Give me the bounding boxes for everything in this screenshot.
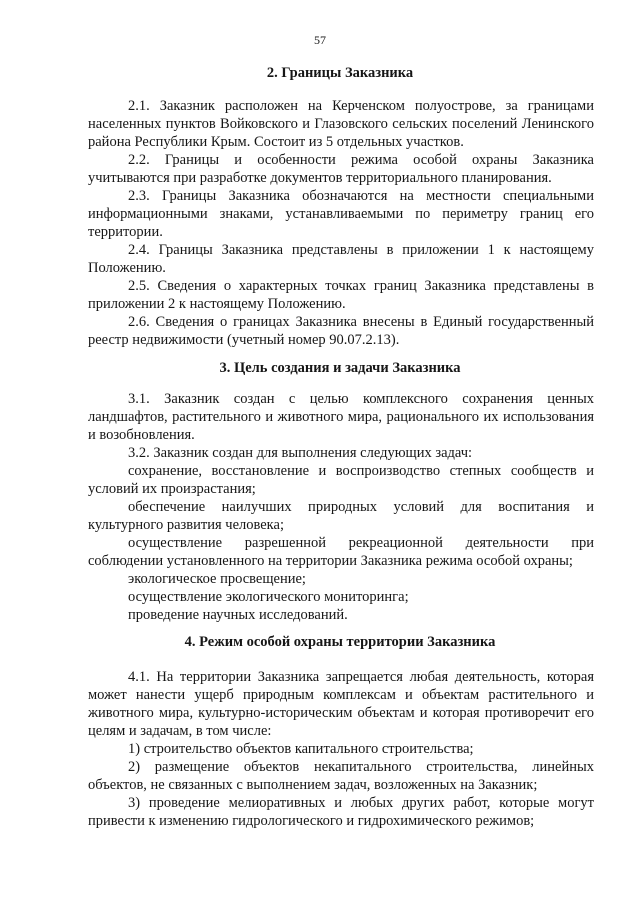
- task-item-5: осуществление экологического мониторинга;: [128, 589, 409, 605]
- section-4-heading: 4. Режим особой охраны территории Заказника: [184, 634, 496, 650]
- prohibition-item-3: 3) проведение мелиоративных и любых других работ, которые могут привести к изменению гидрологического и гидрохимического режимов;: [88, 795, 594, 829]
- paragraph-2-3: 2.3. Границы Заказника обозначаются на местности специальными информационными знаками, устанавливаемыми по периметру границ его территории.: [88, 188, 594, 240]
- paragraph-3-1: 3.1. Заказник создан с целью комплексного сохранения ценных ландшафтов, растительного и животного мира, рационального их использования и возобновления.: [88, 391, 594, 443]
- task-item-6: проведение научных исследований.: [128, 607, 348, 623]
- paragraph-2-1: 2.1. Заказник расположен на Керченском полуострове, за границами населенных пунктов Войковского и Глазовского сельских поселений Ленинского района Республики Крым. Состоит из 5 отдельных участков.: [88, 98, 594, 150]
- task-item-2: обеспечение наилучших природных условий для воспитания и культурного развития человека;: [88, 499, 594, 533]
- task-item-3: осуществление разрешенной рекреационной деятельности при соблюдении установленного на территории Заказника режима особой охраны;: [88, 535, 594, 569]
- task-item-4: экологическое просвещение;: [128, 571, 306, 587]
- paragraph-2-6: 2.6. Сведения о границах Заказника внесены в Единый государственный реестр недвижимости (учетный номер 90.07.2.13).: [88, 314, 594, 348]
- paragraph-2-2: 2.2. Границы и особенности режима особой охраны Заказника учитываются при разработке документов территориального планирования.: [88, 152, 594, 186]
- page-number: 57: [314, 33, 326, 47]
- section-3-heading: 3. Цель создания и задачи Заказника: [219, 360, 461, 376]
- task-item-1: сохранение, восстановление и воспроизводство степных сообществ и условий их произрастания;: [88, 463, 594, 497]
- paragraph-2-5: 2.5. Сведения о характерных точках границ Заказника представлены в приложении 2 к настоящему Положению.: [88, 278, 594, 312]
- paragraph-4-1: 4.1. На территории Заказника запрещается любая деятельность, которая может нанести ущерб природным комплексам и объектам растительного и животного мира, культурно-историческим объектам и которая противоречит его целям и задачам, в том числе:: [88, 669, 594, 739]
- paragraph-2-4: 2.4. Границы Заказника представлены в приложении 1 к настоящему Положению.: [88, 242, 594, 276]
- prohibition-item-2: 2) размещение объектов некапитального строительства, линейных объектов, не связанных с выполнением задач, возложенных на Заказник;: [88, 759, 594, 793]
- section-2-heading: 2. Границы Заказника: [266, 65, 414, 81]
- paragraph-3-2: 3.2. Заказник создан для выполнения следующих задач:: [128, 445, 473, 461]
- prohibition-item-1: 1) строительство объектов капитального строительства;: [128, 741, 474, 757]
